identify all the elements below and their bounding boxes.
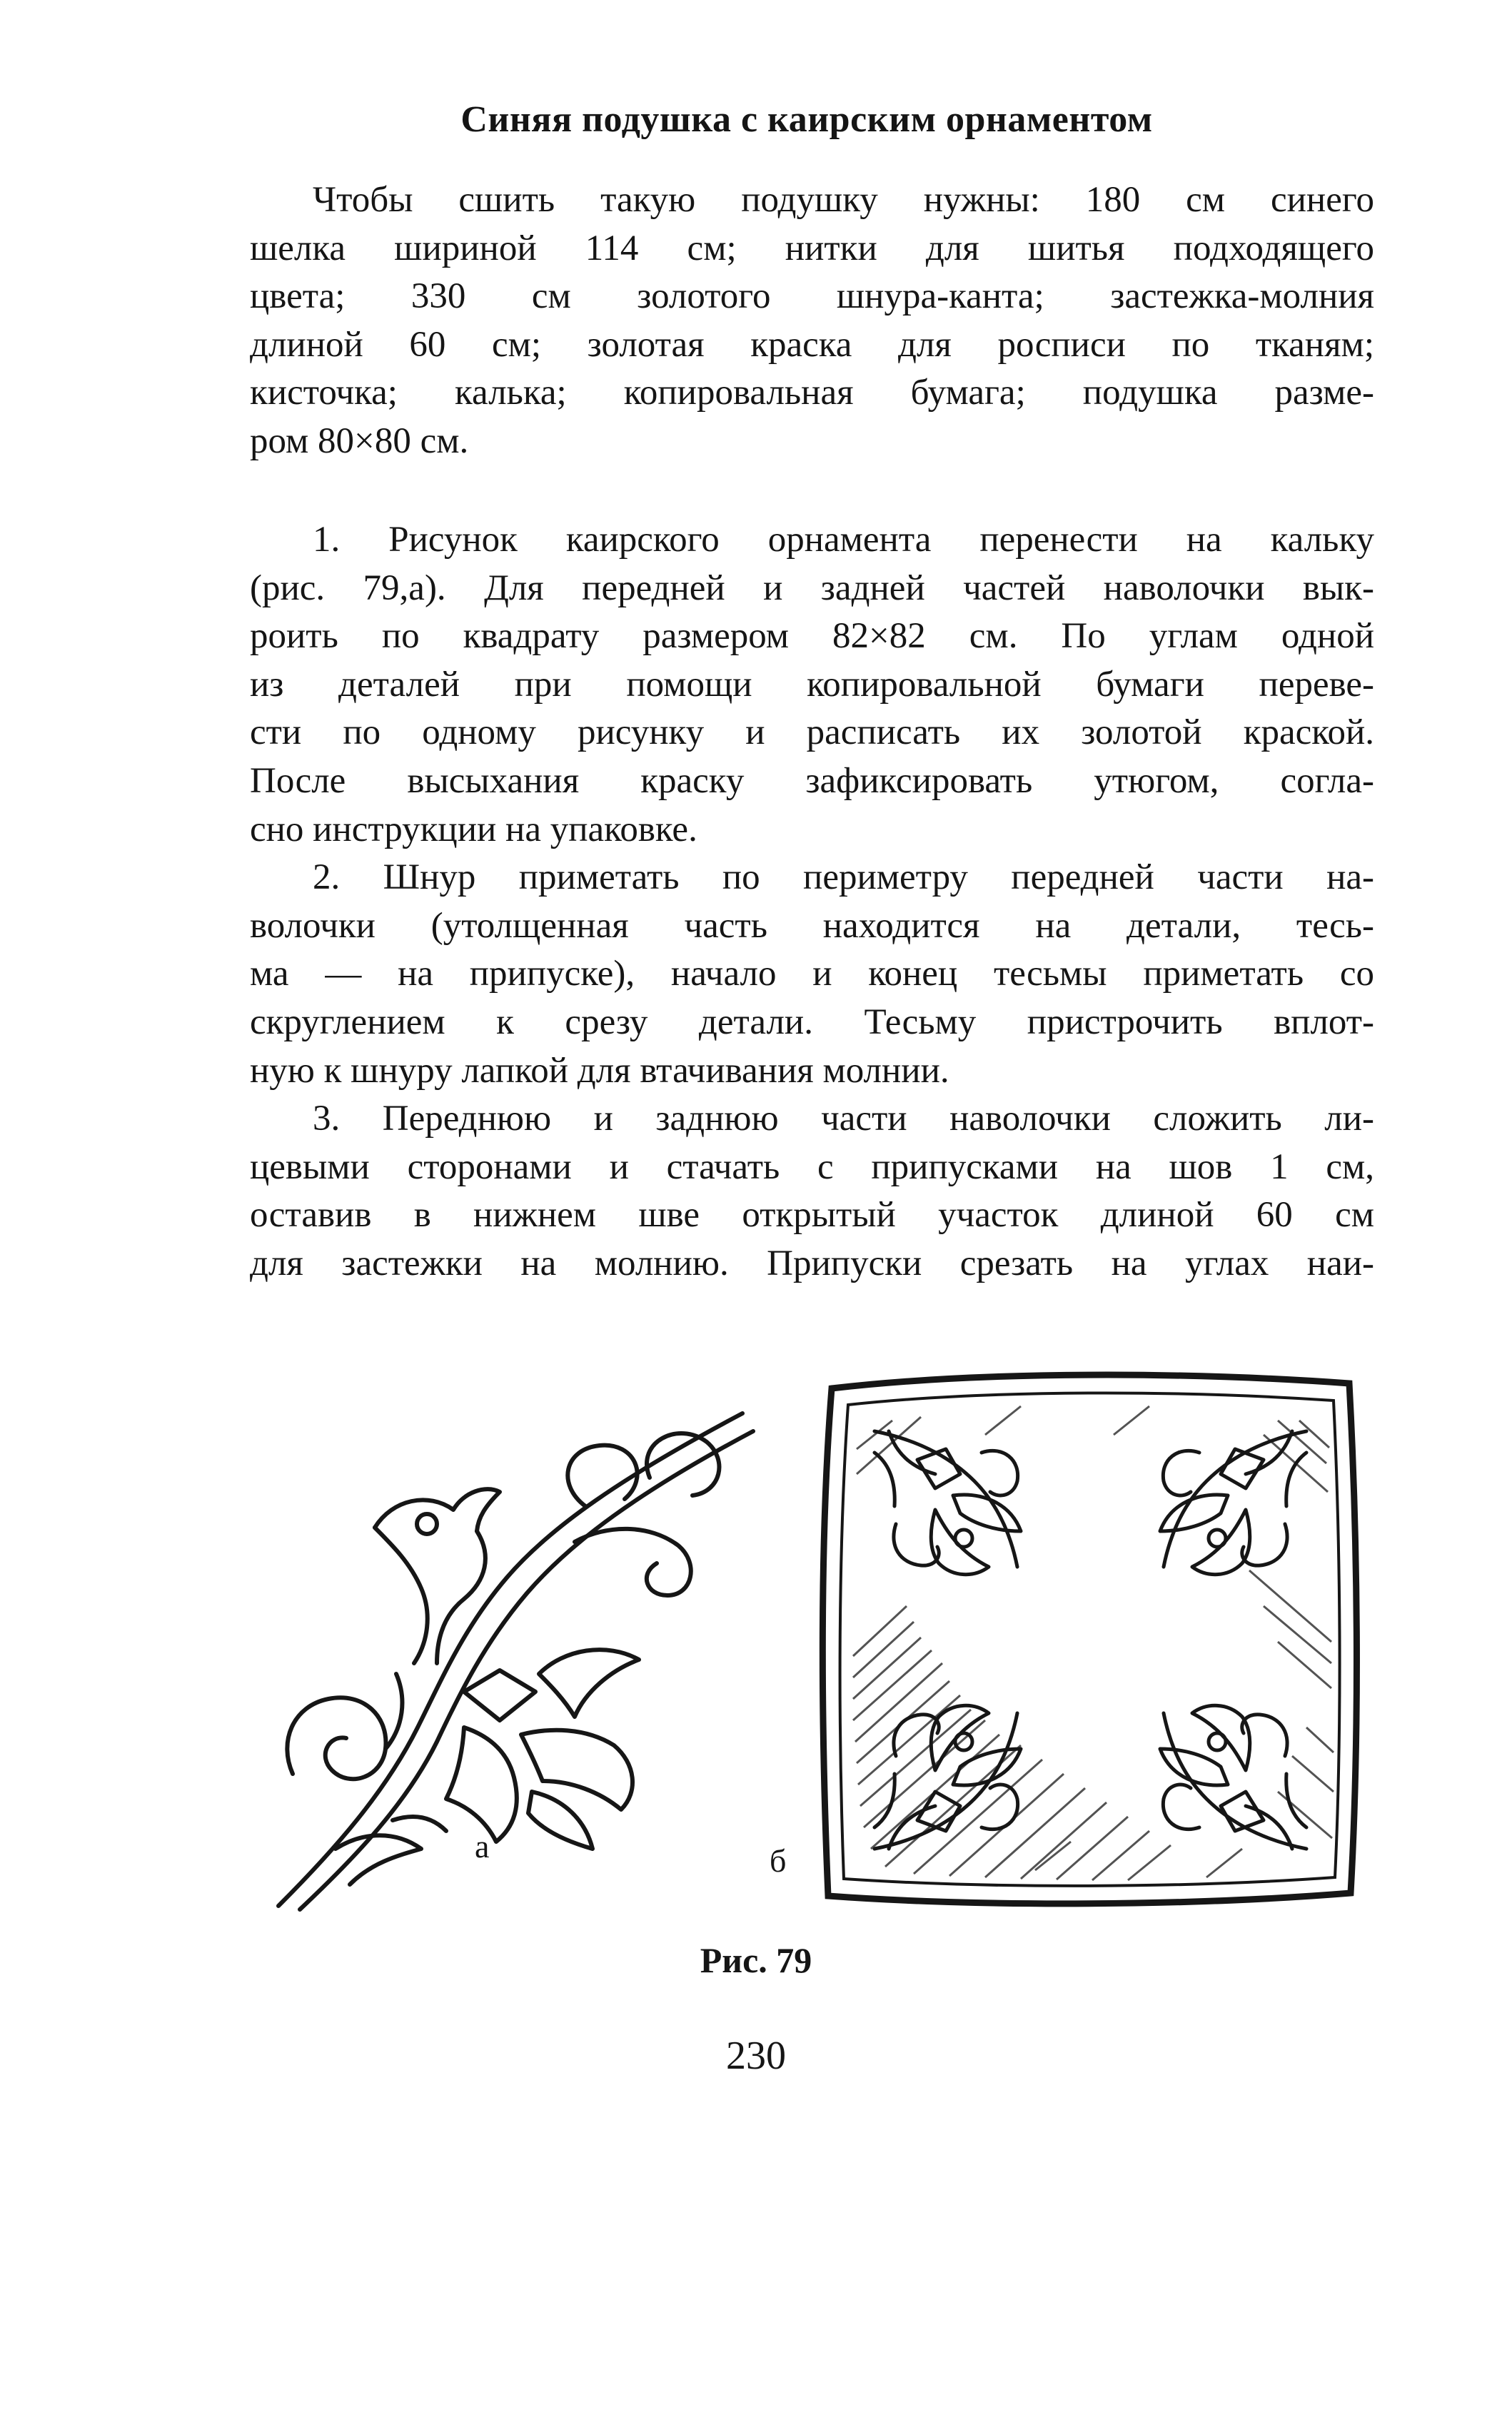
text-line: волочки (утолщенная часть находится на детали, тесь- — [250, 905, 1374, 946]
text-line: шелка шириной 114 см; нитки для шитья подходящего — [250, 228, 1374, 268]
step-1-line: 1. Рисунок каирского орнамента перенести на кальку — [313, 520, 1374, 560]
page-title: Синяя подушка с каирским орнаментом — [460, 99, 1153, 140]
text-line: ром 80×80 см. — [250, 420, 469, 461]
text-line: кисточка; калька; копировальная бумага; подушка разме- — [250, 373, 1374, 413]
step-3-line: 3. Переднюю и заднюю части наволочки сложить ли- — [313, 1099, 1374, 1139]
text-line: ма — на припуске), начало и конец тесьмы приметать со — [250, 954, 1374, 994]
text-line: скруглением к срезу детали. Тесьму пристрочить вплот- — [250, 1001, 1374, 1042]
text-line: длиной 60 см; золотая краска для росписи по тканям; — [250, 324, 1374, 365]
step-2-line: 2. Шнур приметать по периметру передней части на- — [313, 857, 1374, 898]
text-line: (рис. 79,а). Для передней и задней частей наволочки вык- — [250, 567, 1374, 608]
page-number: 230 — [726, 2034, 786, 2078]
text-line: цевыми сторонами и стачать с припусками на шов 1 см, — [250, 1146, 1374, 1187]
text-line: оставив в нижнем шве открытый участок длиной 60 см — [250, 1195, 1374, 1236]
text-line: цвета; 330 см золотого шнура-канта; застежка-молния — [250, 276, 1374, 317]
text-line: роить по квадрату размером 82×82 см. По углам одной — [250, 616, 1374, 657]
figure-a-label: а — [475, 1828, 490, 1865]
text-line: сти по одному рисунку и расписать их золотой краской. — [250, 712, 1374, 753]
text-line: для застежки на молнию. Припуски срезать на углах наи- — [250, 1243, 1374, 1283]
corner-ornament-illustration — [250, 1392, 764, 1920]
text-line: После высыхания краску зафиксировать утюгом, согла- — [250, 760, 1374, 801]
text-line: ную к шнуру лапкой для втачивания молнии. — [250, 1050, 949, 1091]
intro-paragraph — [250, 176, 1374, 466]
text-line: Чтобы сшить такую подушку нужны: 180 см синего — [313, 180, 1374, 220]
text-line: сно инструкции на упаковке. — [250, 809, 697, 849]
figure-b-label: б — [770, 1842, 787, 1879]
steps-section — [250, 516, 1374, 1288]
figure-caption: Рис. 79 — [700, 1940, 812, 1980]
cushion-illustration — [807, 1356, 1371, 1920]
text-line: из деталей при помощи копировальной бумаги переве- — [250, 664, 1374, 705]
